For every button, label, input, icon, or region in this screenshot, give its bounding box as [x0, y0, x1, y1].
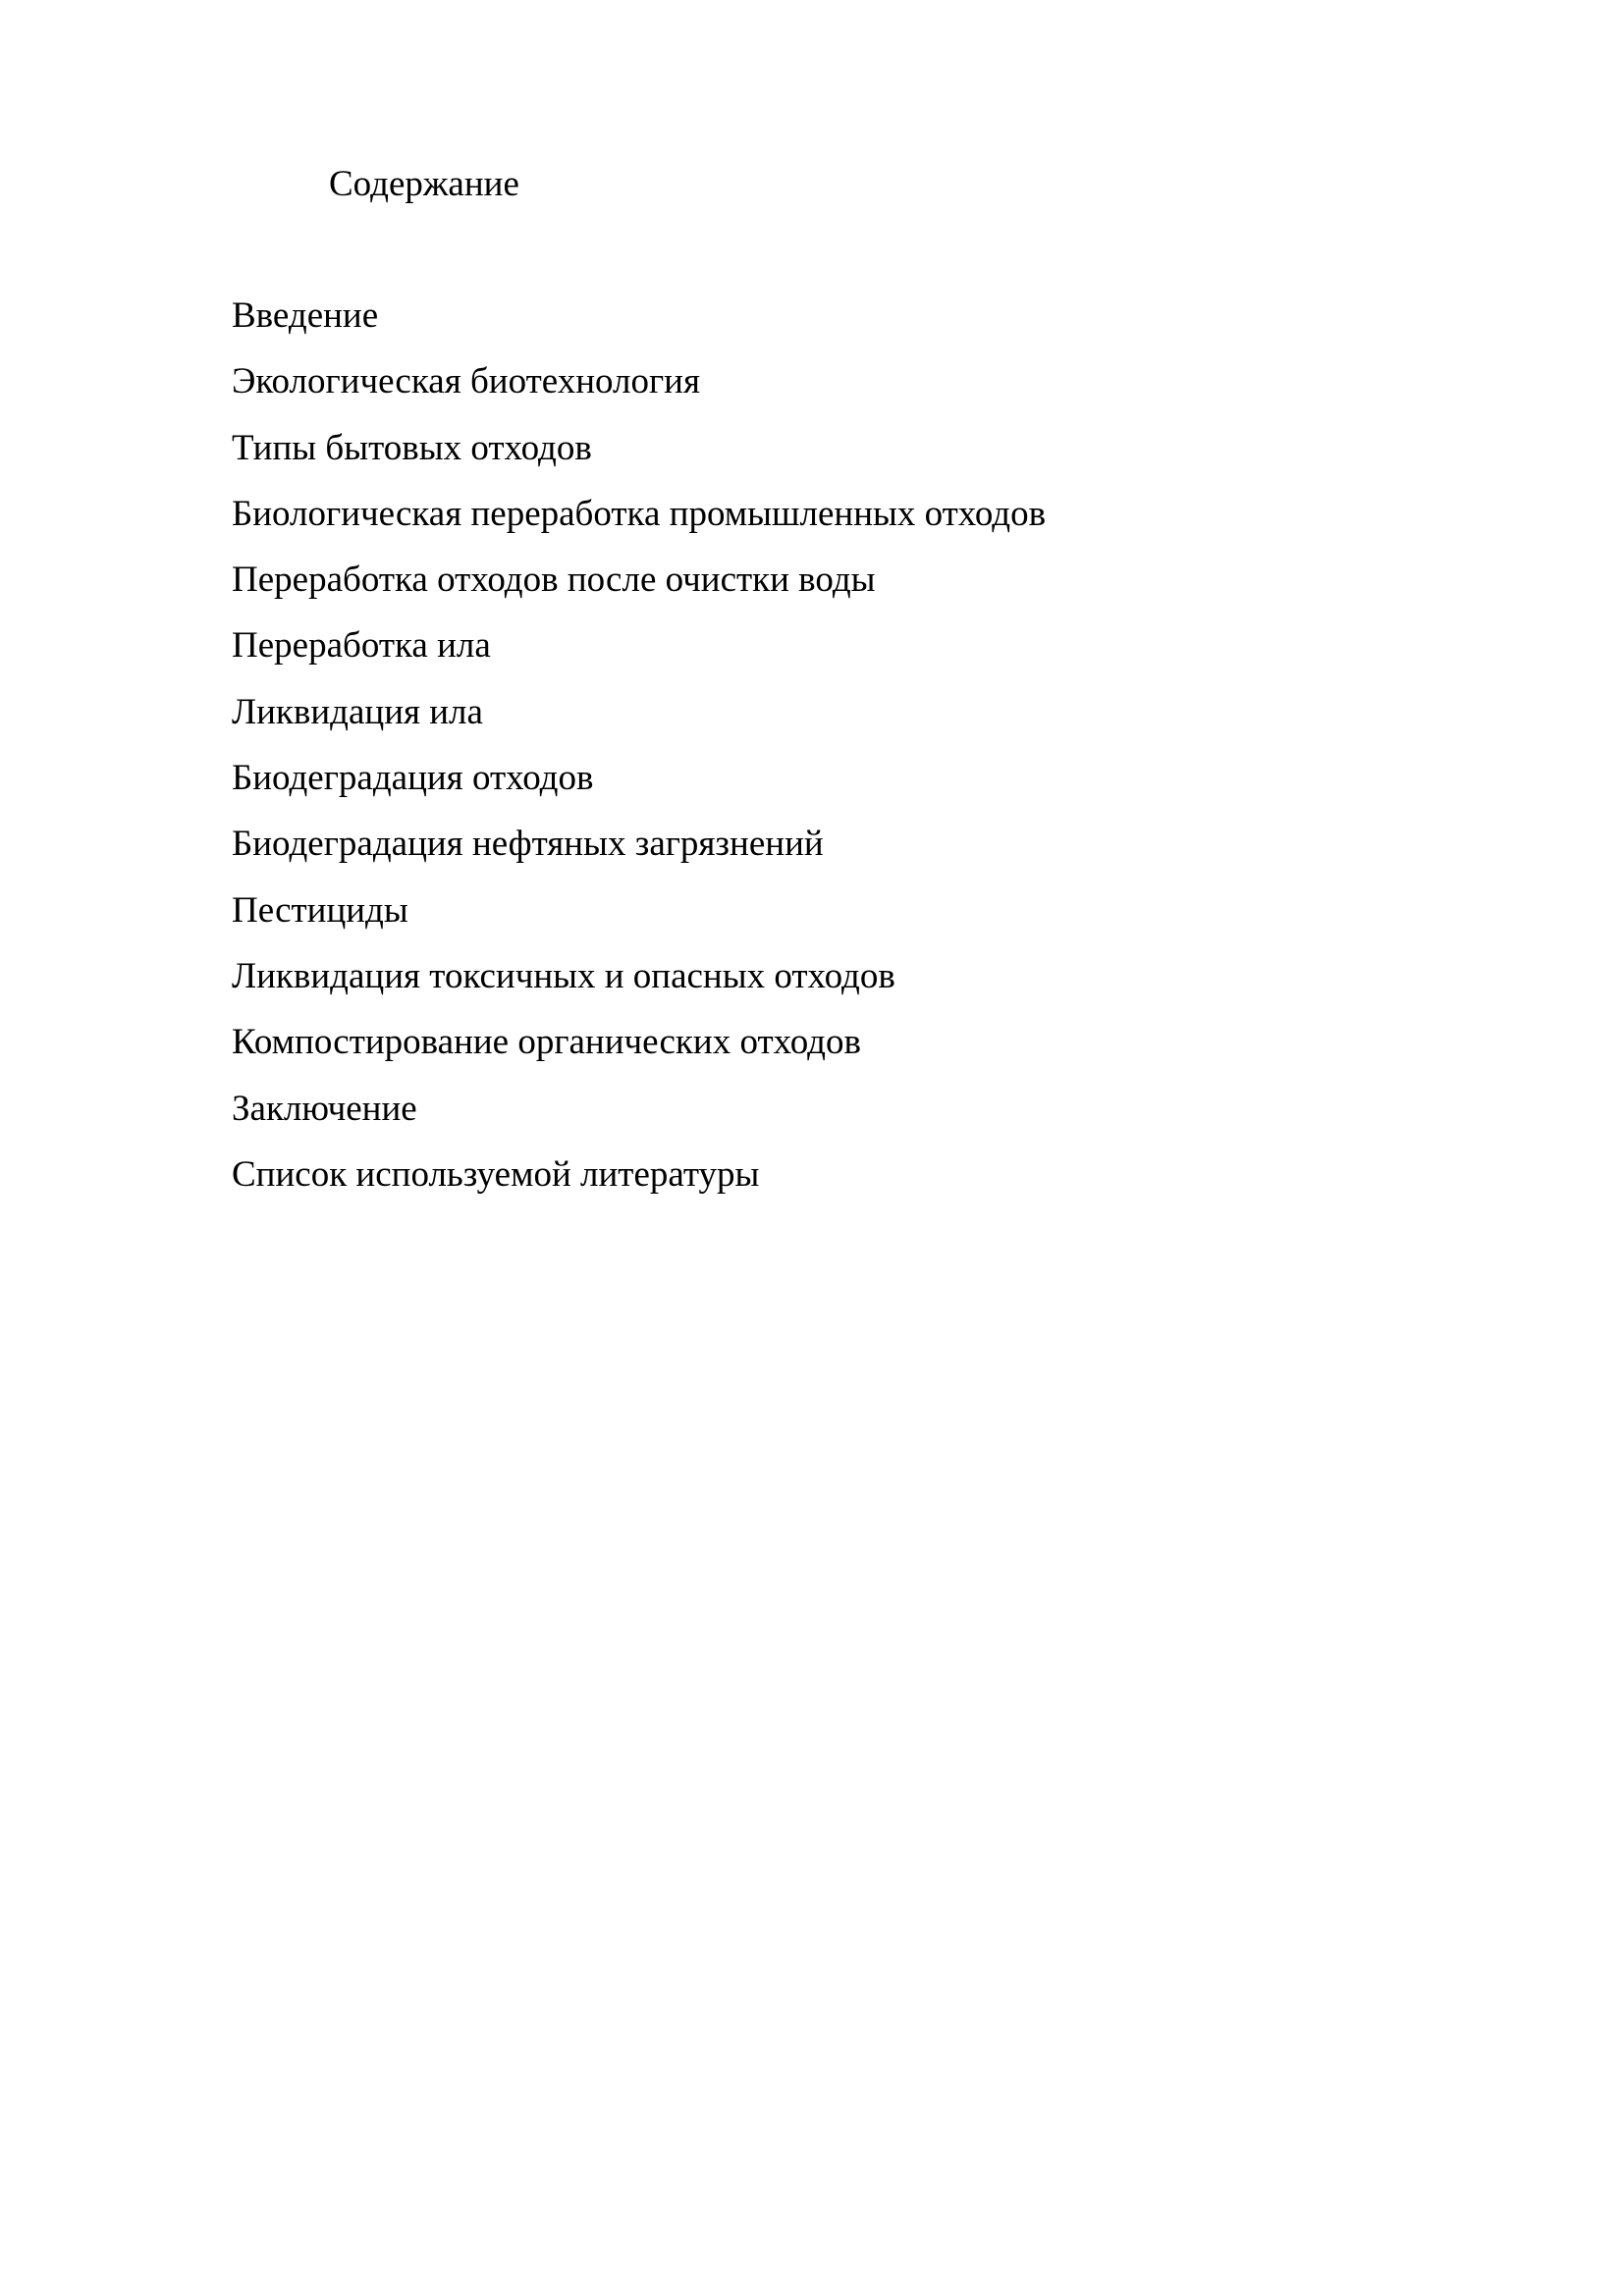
toc-title: Содержание [329, 164, 519, 204]
toc-item-organic-composting: Компостирование органических отходов [232, 1022, 861, 1063]
toc-item-toxic-waste-disposal: Ликвидация токсичных и опасных отходов [232, 955, 895, 996]
toc-item-references: Список используемой литературы [232, 1153, 760, 1195]
toc-item-water-treatment-waste: Переработка отходов после очистки воды [232, 560, 876, 601]
toc-item-waste-biodegradation: Биодеградация отходов [232, 758, 594, 799]
toc-item-oil-biodegradation: Биодеградация нефтяных загрязнений [232, 824, 824, 865]
toc-item-ecological-biotechnology: Экологическая биотехнология [232, 361, 700, 402]
toc-item-conclusion: Заключение [232, 1088, 417, 1129]
toc-item-sludge-processing: Переработка ила [232, 625, 491, 667]
toc-item-pesticides: Пестициды [232, 889, 408, 931]
toc-list [232, 291, 1046, 1215]
toc-item-industrial-waste-bioprocessing: Биологическая переработка промышленных отходов [232, 493, 1047, 534]
toc-item-sludge-disposal: Ликвидация ила [232, 691, 483, 732]
toc-item-household-waste-types: Типы бытовых отходов [232, 427, 592, 468]
toc-item-introduction: Введение [232, 295, 379, 336]
